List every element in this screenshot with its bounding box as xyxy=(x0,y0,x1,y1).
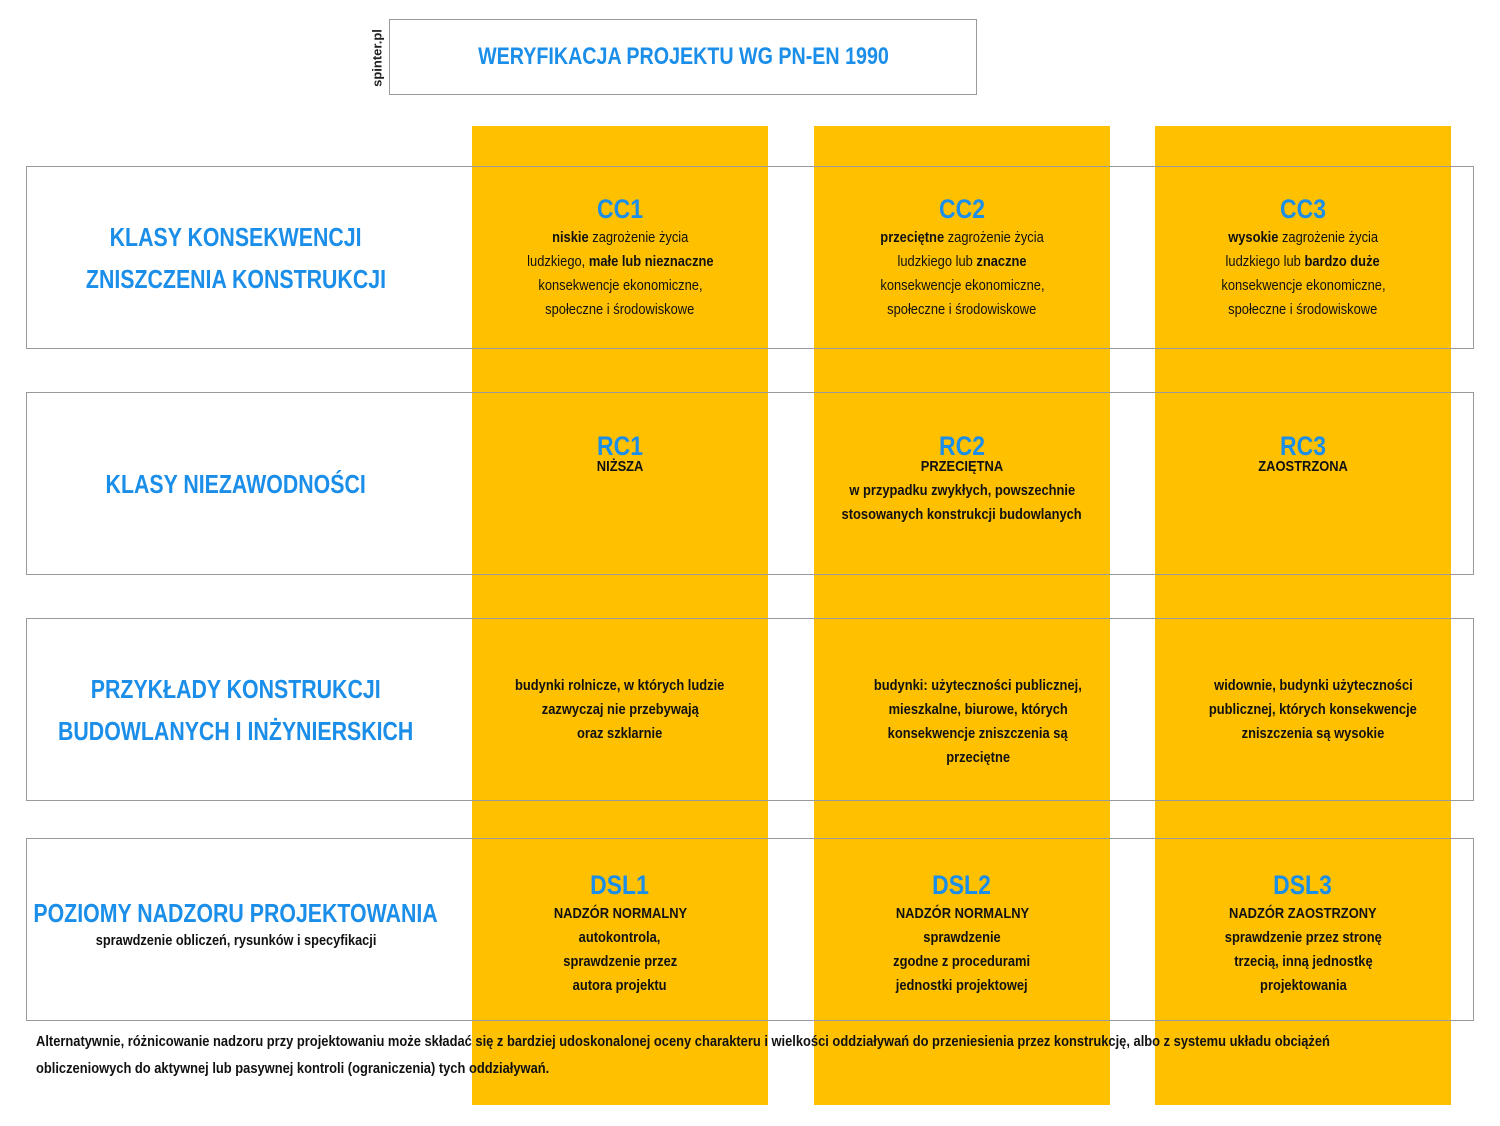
desc-line: mieszkalne, biurowe, których xyxy=(888,701,1068,718)
desc-line: ludzkiego, małe lub nieznaczne xyxy=(526,253,714,270)
footnote-line: Alternatywnie, różnicowanie nadzoru przy projektowaniu może składać się z bardziej udoskonalonej oceny charakteru i wielkości oddziaływań do przeniesienia przez konstrukcję, albo z systemu układu obciążeń xyxy=(36,1033,1330,1050)
class-code: RC2 xyxy=(939,431,985,461)
row-label-consequence xyxy=(26,166,446,349)
page-title: WERYFIKACJA PROJEKTU WG PN-EN 1990 xyxy=(477,43,889,70)
desc-line: konsekwencje zniszczenia są xyxy=(888,725,1068,742)
desc-line: budynki rolnicze, w których ludzie xyxy=(515,677,725,694)
level-label: NIŻSZA xyxy=(596,458,644,475)
class-code: CC3 xyxy=(1280,194,1326,224)
cell-examples-3 xyxy=(1165,674,1461,746)
desc-line: oraz szklarnie xyxy=(577,725,663,742)
desc-line: w przypadku zwykłych, powszechnie xyxy=(849,482,1075,499)
cell-rc3 xyxy=(1155,429,1451,479)
desc-line: sprawdzenie przez xyxy=(562,953,677,970)
desc-line: publicznej, których konsekwencje xyxy=(1209,701,1417,718)
label-subline: sprawdzenie obliczeń, rysunków i specyfikacji xyxy=(95,931,377,949)
cell-dsl2 xyxy=(814,868,1110,998)
level-label: ZAOSTRZONA xyxy=(1258,458,1348,475)
desc-line: konsekwencje ekonomiczne, xyxy=(879,277,1045,294)
label-line: ZNISZCZENIA KONSTRUKCJI xyxy=(85,263,387,294)
cell-dsl1 xyxy=(472,868,768,998)
cell-rc2 xyxy=(814,429,1110,527)
desc-line: niskie zagrożenie życia xyxy=(551,229,689,246)
desc-line: zniszczenia są wysokie xyxy=(1241,725,1385,742)
desc-line: wysokie zagrożenie życia xyxy=(1228,229,1378,246)
row-label-examples xyxy=(26,618,446,801)
cell-cc3 xyxy=(1155,192,1451,322)
desc-line: stosowanych konstrukcji budowlanych xyxy=(841,506,1083,523)
desc-line: konsekwencje ekonomiczne, xyxy=(537,277,703,294)
level-label: NADZÓR NORMALNY xyxy=(895,905,1029,922)
class-code: DSL1 xyxy=(590,870,650,900)
cell-examples-2 xyxy=(830,674,1126,770)
desc-line: autora projektu xyxy=(573,977,667,994)
label-line: POZIOMY NADZORU PROJEKTOWANIA xyxy=(33,897,439,928)
desc-line: budynki: użyteczności publicznej, xyxy=(874,677,1082,694)
desc-line: przeciętne zagrożenie życia xyxy=(880,229,1044,246)
desc-line: społeczne i środowiskowe xyxy=(887,301,1037,318)
cell-dsl3 xyxy=(1155,868,1451,998)
row-label-reliability xyxy=(26,392,446,575)
level-label: PRZECIĘTNA xyxy=(920,458,1004,475)
class-code: CC1 xyxy=(597,194,643,224)
desc-line: społeczne i środowiskowe xyxy=(545,301,695,318)
label-line: PRZYKŁADY KONSTRUKCJI xyxy=(91,673,381,704)
class-code: CC2 xyxy=(939,194,985,224)
level-label: NADZÓR ZAOSTRZONY xyxy=(1229,905,1377,922)
desc-line: ludzkiego lub bardzo duże xyxy=(1225,253,1381,270)
watermark: spinter.pl xyxy=(369,29,385,87)
desc-line: sprawdzenie xyxy=(923,929,1001,946)
cell-cc1 xyxy=(472,192,768,322)
desc-line: jednostki projektowej xyxy=(896,977,1028,994)
class-code: RC3 xyxy=(1280,431,1326,461)
footnote xyxy=(36,1028,1436,1082)
cell-cc2 xyxy=(814,192,1110,322)
desc-line: ludzkiego lub znaczne xyxy=(897,253,1027,270)
label-line: KLASY NIEZAWODNOŚCI xyxy=(105,468,367,499)
desc-line: projektowania xyxy=(1259,977,1347,994)
label-line: KLASY KONSEKWENCJI xyxy=(110,221,362,252)
desc-line: sprawdzenie przez stronę xyxy=(1224,929,1382,946)
desc-line: zazwyczaj nie przebywają xyxy=(541,701,699,718)
desc-line: autokontrola, xyxy=(579,929,661,946)
desc-line: społeczne i środowiskowe xyxy=(1228,301,1378,318)
label-line: BUDOWLANYCH I INŻYNIERSKICH xyxy=(58,715,414,746)
desc-line: konsekwencje ekonomiczne, xyxy=(1220,277,1386,294)
class-code: DSL2 xyxy=(932,870,992,900)
desc-line: widownie, budynki użyteczności xyxy=(1213,677,1413,694)
desc-line: trzecią, inną jednostkę xyxy=(1233,953,1373,970)
cell-rc1 xyxy=(472,429,768,479)
class-code: DSL3 xyxy=(1273,870,1333,900)
title-box xyxy=(389,19,977,95)
class-code: RC1 xyxy=(597,431,643,461)
row-label-supervision xyxy=(26,880,446,960)
desc-line: przeciętne xyxy=(946,749,1010,766)
desc-line: zgodne z procedurami xyxy=(893,953,1031,970)
footnote-line: obliczeniowych do aktywnej lub pasywnej kontroli (ograniczenia) tych oddziaływań. xyxy=(36,1060,550,1077)
cell-examples-1 xyxy=(472,674,768,746)
level-label: NADZÓR NORMALNY xyxy=(553,905,687,922)
